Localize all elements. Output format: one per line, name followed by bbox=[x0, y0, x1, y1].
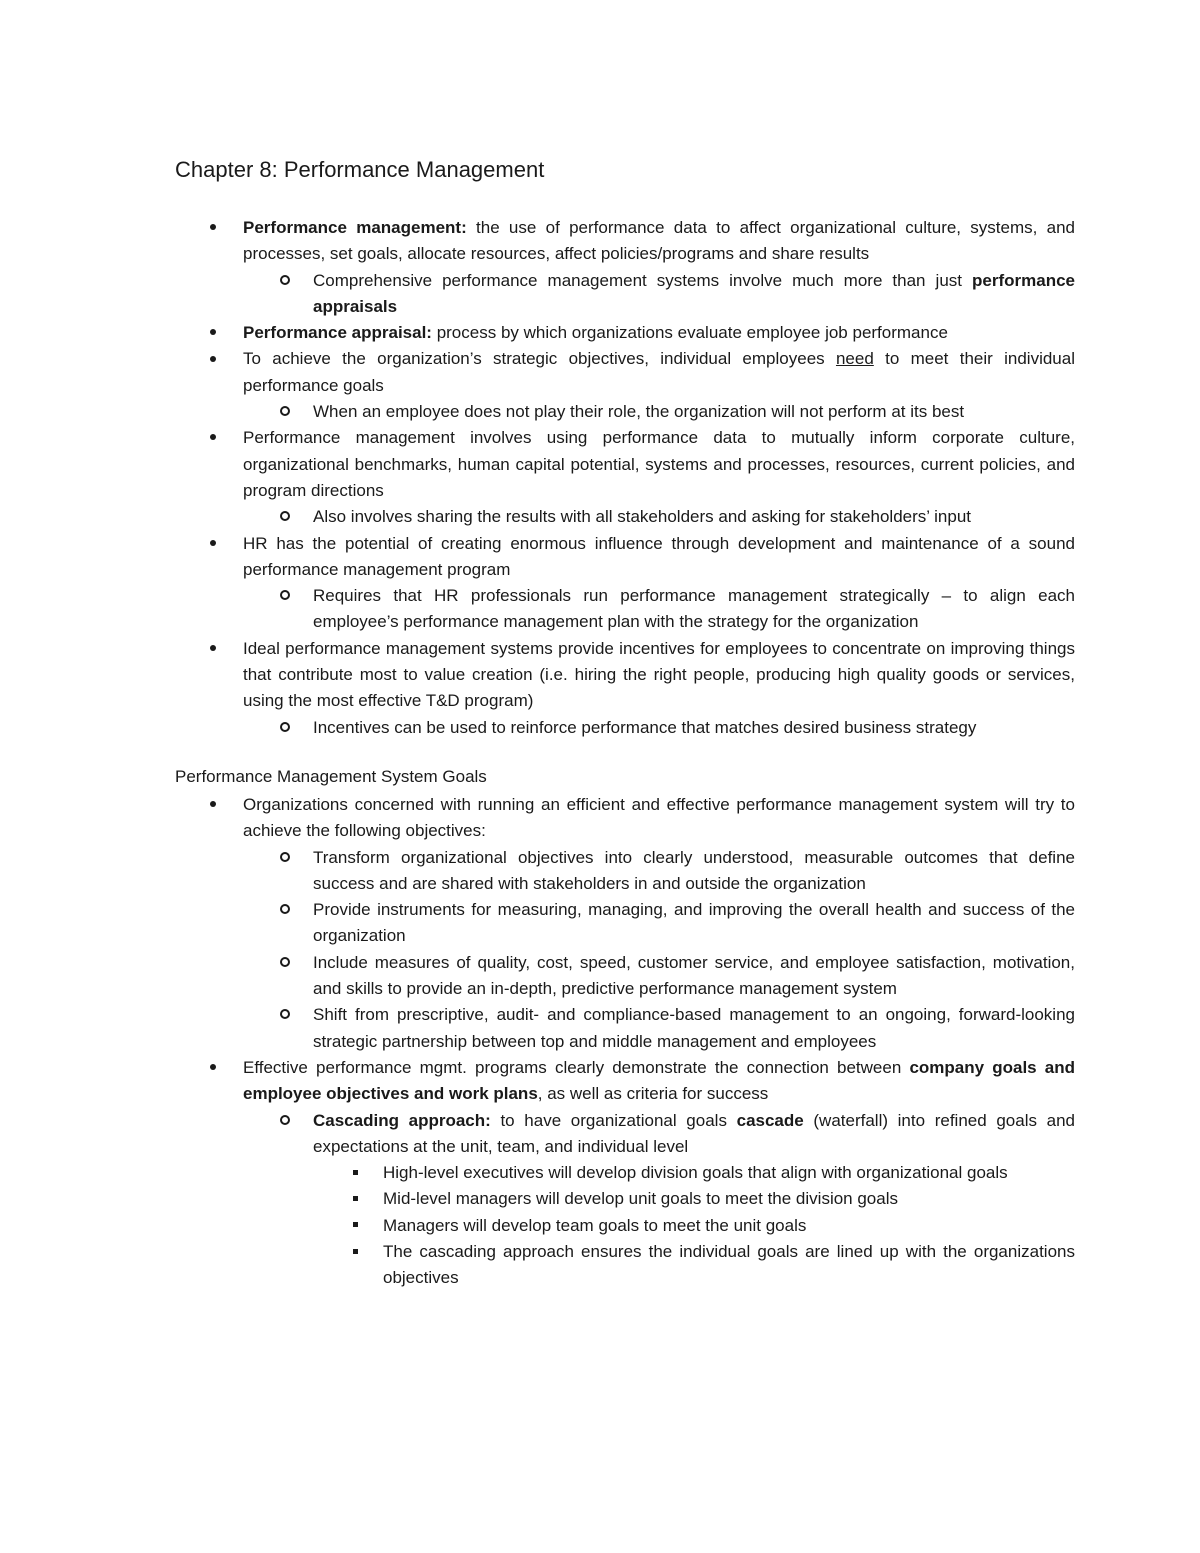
item-text: To achieve the organization’s strategic objectives, individual employees bbox=[243, 349, 836, 369]
bullet-dot-icon bbox=[206, 320, 220, 346]
item-text: to have organizational goals bbox=[490, 1110, 737, 1130]
item-text: The cascading approach ensures the individual goals are lined up with the organizations objectives bbox=[383, 1242, 1075, 1288]
item-text: Managers will develop team goals to meet the unit goals bbox=[383, 1215, 807, 1235]
bullet-circle-icon bbox=[278, 268, 292, 294]
definition: process by which organizations evaluate employee job performance bbox=[431, 323, 948, 343]
list-item bbox=[243, 215, 1075, 268]
item-text: Incentives can be used to reinforce performance that matches desired business strategy bbox=[313, 717, 977, 737]
item-text: Requires that HR professionals run performance management strategically – to align each employee’s performance management plan with the strategy for the organization bbox=[313, 586, 1075, 632]
list-item bbox=[243, 320, 1075, 346]
definition: the use of performance data to affect organizational culture, systems, and processes, set goals, allocate resources, affect policies/programs and share results bbox=[243, 218, 1076, 264]
item-text: High-level executives will develop division goals that align with organizational goals bbox=[383, 1163, 1008, 1183]
term: Performance management: bbox=[243, 218, 467, 237]
bullet-dot-icon bbox=[206, 531, 220, 557]
list-item bbox=[313, 1002, 1075, 1055]
list-item bbox=[243, 1055, 1075, 1108]
bullet-square-icon bbox=[348, 1186, 362, 1212]
bullet-circle-icon bbox=[278, 897, 292, 923]
list-item bbox=[383, 1186, 1075, 1212]
item-text: Also involves sharing the results with all stakeholders and asking for stakeholders’ input bbox=[313, 507, 971, 527]
bullet-circle-icon bbox=[278, 1002, 292, 1028]
bullet-square-icon bbox=[348, 1239, 362, 1265]
list-item bbox=[243, 792, 1075, 845]
item-text: to meet their individual performance goals bbox=[243, 349, 1075, 395]
bullet-square-icon bbox=[348, 1160, 362, 1186]
bullet-circle-icon bbox=[278, 399, 292, 425]
bullet-circle-icon bbox=[278, 1108, 292, 1134]
item-text: Provide instruments for measuring, managing, and improving the overall health and success of the organization bbox=[313, 900, 1075, 946]
item-text: Include measures of quality, cost, speed, customer service, and employee satisfaction, motivation, and skills to provide an in-depth, predictive performance management system bbox=[313, 952, 1075, 999]
item-text: Ideal performance management systems provide incentives for employees to concentrate on improving things that contribute most to value creation (i.e. hiring the right people, producing high quality goods or services, using the most effective T&D program) bbox=[243, 638, 1075, 711]
term: Performance appraisal: bbox=[243, 323, 432, 343]
section-heading: Performance Management System Goals bbox=[175, 767, 487, 786]
item-text: Mid-level managers will develop unit goals to meet the division goals bbox=[383, 1189, 898, 1209]
bullet-circle-icon bbox=[278, 504, 292, 530]
list-item bbox=[313, 504, 1075, 530]
bullet-dot-icon bbox=[206, 1055, 220, 1081]
item-text: , as well as criteria for success bbox=[537, 1084, 769, 1104]
page-title: Chapter 8: Performance Management bbox=[175, 157, 545, 182]
list-item bbox=[243, 425, 1075, 504]
item-text: Organizations concerned with running an efficient and effective performance management system will try to achieve the following objectives: bbox=[243, 795, 1075, 841]
list-item bbox=[383, 1160, 1075, 1186]
item-text: Performance management involves using performance data to mutually inform corporate culture, organizational benchmarks, human capital potential, systems and processes, resources, current policies, and program directions bbox=[243, 428, 1075, 500]
underlined-word: need bbox=[835, 349, 874, 369]
list-item bbox=[383, 1213, 1075, 1239]
list-item bbox=[313, 399, 1075, 425]
term: Cascading approach: bbox=[313, 1110, 491, 1130]
list-item bbox=[243, 531, 1075, 584]
list-item bbox=[313, 715, 1075, 741]
list-item bbox=[313, 268, 1075, 321]
bullet-dot-icon bbox=[206, 425, 220, 451]
bullet-dot-icon bbox=[206, 346, 220, 372]
list-item bbox=[383, 1239, 1075, 1292]
item-text: When an employee does not play their role, the organization will not perform at its best bbox=[313, 402, 965, 422]
emphasis: performance appraisals bbox=[313, 270, 1075, 316]
bullet-circle-icon bbox=[278, 950, 292, 976]
list-item bbox=[243, 346, 1075, 399]
list-item bbox=[313, 583, 1075, 636]
bullet-square-icon bbox=[348, 1213, 362, 1239]
bullet-list-goals bbox=[0, 792, 1200, 1292]
bullet-dot-icon bbox=[206, 215, 220, 241]
item-text: Comprehensive performance management systems involve much more than just bbox=[313, 270, 973, 290]
bullet-list-overview bbox=[0, 215, 1200, 741]
list-item bbox=[313, 950, 1075, 1003]
item-text: (waterfall) into refined goals and expectations at the unit, team, and individual level bbox=[313, 1110, 1076, 1156]
item-text: HR has the potential of creating enormous influence through development and maintenance of a sound performance management program bbox=[243, 533, 1075, 579]
bullet-dot-icon bbox=[206, 636, 220, 662]
bullet-circle-icon bbox=[278, 583, 292, 609]
item-text: Transform organizational objectives into clearly understood, measurable outcomes that define success and are shared with stakeholders in and outside the organization bbox=[313, 847, 1075, 893]
list-item bbox=[313, 845, 1075, 898]
emphasis: cascade bbox=[736, 1110, 804, 1130]
emphasis: company goals and employee objectives and work plans bbox=[243, 1057, 1076, 1104]
item-text: Effective performance mgmt. programs clearly demonstrate the connection between bbox=[243, 1057, 910, 1077]
bullet-circle-icon bbox=[278, 715, 292, 741]
list-item bbox=[313, 897, 1075, 950]
bullet-circle-icon bbox=[278, 845, 292, 871]
list-item bbox=[313, 1108, 1075, 1161]
item-text: Shift from prescriptive, audit- and compliance-based management to an ongoing, forward-looking strategic partnership between top and middle management and employees bbox=[313, 1005, 1075, 1051]
list-item bbox=[243, 636, 1075, 715]
bullet-dot-icon bbox=[206, 792, 220, 818]
